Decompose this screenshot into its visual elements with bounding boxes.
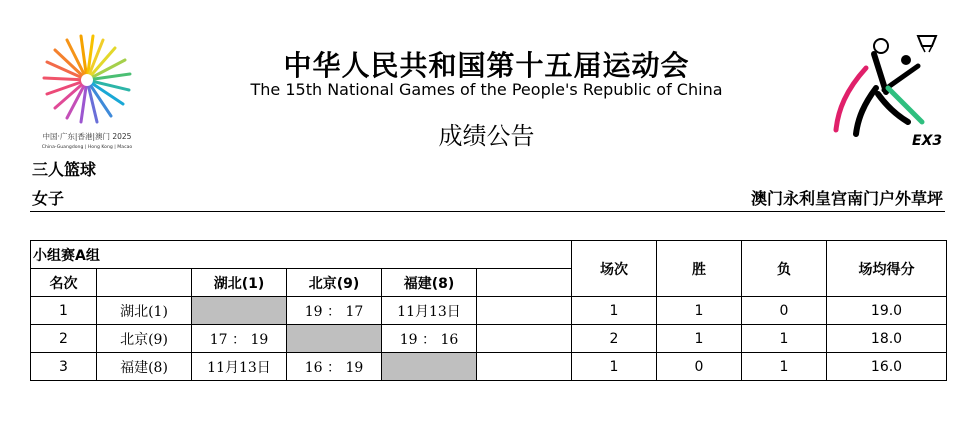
- team-cell: 福建(8): [97, 353, 192, 381]
- self-match-cell: [287, 325, 382, 353]
- venue-name: 澳门永利皇宫南门户外草坪: [750, 189, 943, 208]
- svg-text:中国·广东|香港|澳门 2025: 中国·广东|香港|澳门 2025: [42, 132, 132, 141]
- header-team-2: 北京(9): [287, 269, 382, 297]
- team-cell: 北京(9): [97, 325, 192, 353]
- won-cell: 1: [657, 325, 742, 353]
- header-rank: 名次: [31, 269, 97, 297]
- self-match-cell: [192, 297, 287, 325]
- header-lost: 负: [742, 241, 827, 297]
- self-match-cell: [382, 353, 477, 381]
- page-subtitle: The 15th National Games of the People's Republic of China: [250, 80, 723, 99]
- played-cell: 2: [572, 325, 657, 353]
- rank-cell: 2: [31, 325, 97, 353]
- empty-cell: [477, 353, 572, 381]
- won-cell: 1: [657, 297, 742, 325]
- header-played: 场次: [572, 241, 657, 297]
- svg-text:China-Guangdong | Hong Kong |: China-Guangdong | Hong Kong | Macao: [41, 145, 133, 150]
- match-cell: 19 ： 16: [382, 325, 477, 353]
- avg-cell: 16.0: [827, 353, 947, 381]
- avg-cell: 19.0: [827, 297, 947, 325]
- empty-cell: [477, 297, 572, 325]
- header-team-3: 福建(8): [382, 269, 477, 297]
- gender-category: 女子: [32, 189, 65, 208]
- match-cell: 11月13日: [382, 297, 477, 325]
- table-row: [31, 325, 947, 353]
- played-cell: 1: [572, 297, 657, 325]
- basketball-3x3-icon: [826, 30, 946, 148]
- page-title: 中华人民共和国第十五届运动会: [283, 49, 690, 82]
- rank-cell: 3: [31, 353, 97, 381]
- avg-cell: 18.0: [827, 325, 947, 353]
- header-won: 胜: [657, 241, 742, 297]
- match-cell: 11月13日: [192, 353, 287, 381]
- header-extra-blank: [477, 269, 572, 297]
- empty-cell: [477, 325, 572, 353]
- rank-cell: 1: [31, 297, 97, 325]
- header-divider: [30, 211, 945, 212]
- notice-title: 成绩公告: [438, 122, 535, 150]
- match-cell: 16 ： 19: [287, 353, 382, 381]
- svg-text:EX3: EX3: [912, 133, 943, 148]
- group-header-row: [31, 241, 947, 269]
- lost-cell: 0: [742, 297, 827, 325]
- won-cell: 0: [657, 353, 742, 381]
- match-cell: 19 ： 17: [287, 297, 382, 325]
- played-cell: 1: [572, 353, 657, 381]
- header-avg-points: 场均得分: [827, 241, 947, 297]
- header-team-1: 湖北(1): [192, 269, 287, 297]
- lost-cell: 1: [742, 325, 827, 353]
- results-table: [30, 240, 947, 381]
- table-row: [31, 353, 947, 381]
- match-cell: 17 ： 19: [192, 325, 287, 353]
- lost-cell: 1: [742, 353, 827, 381]
- team-cell: 湖北(1): [97, 297, 192, 325]
- table-row: [31, 297, 947, 325]
- sport-name: 三人篮球: [32, 160, 97, 179]
- group-label: 小组赛A组: [31, 241, 572, 269]
- header-team-blank: [97, 269, 192, 297]
- basketball-3x3-pictogram: [826, 30, 946, 148]
